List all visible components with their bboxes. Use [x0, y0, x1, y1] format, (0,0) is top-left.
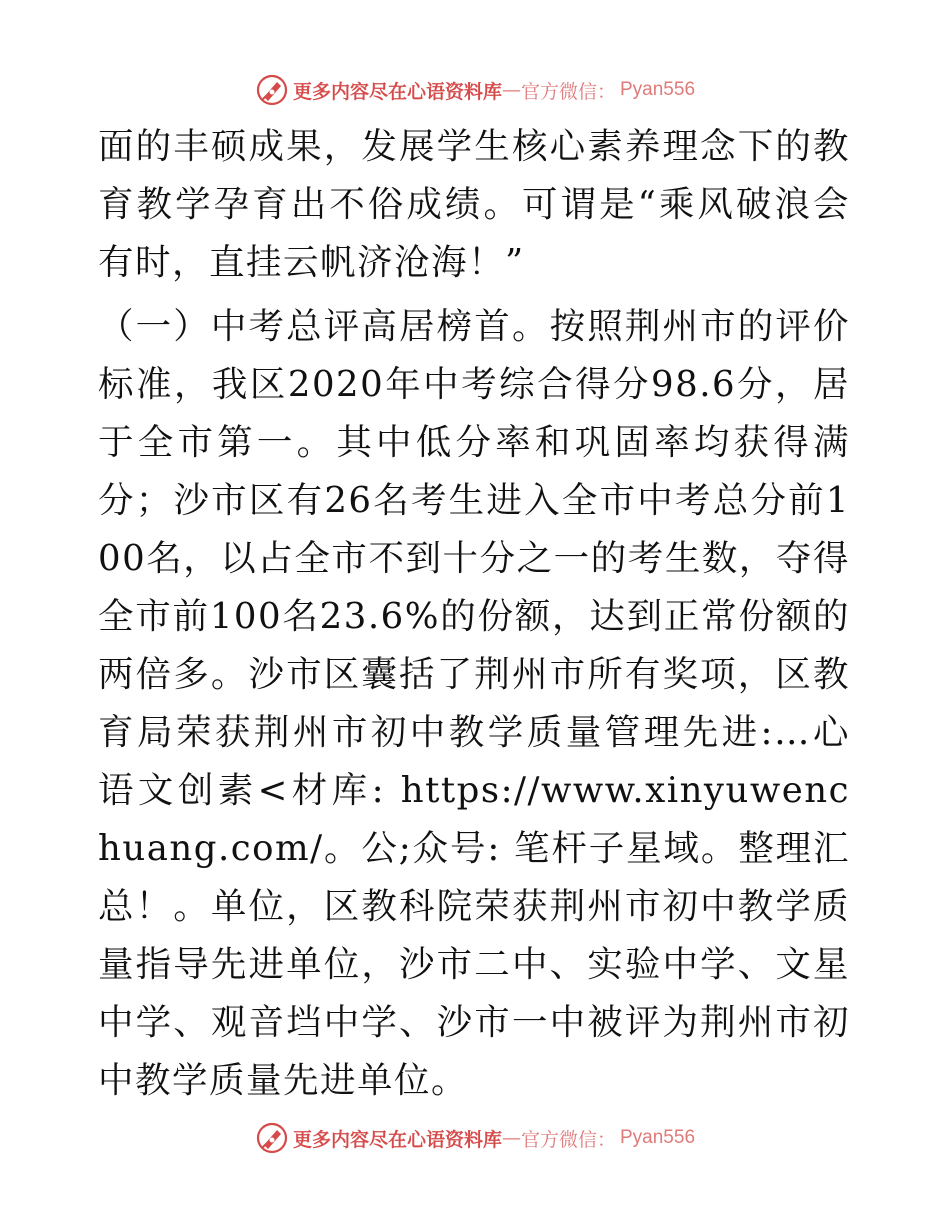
paragraph-2: （一）中考总评高居榜首。按照荆州市的评价标准，我区2020年中考综合得分98.6分，居于全市第一。其中低分率和巩固率均获得满分；沙市区有26名考生进入全市中考总分前100名，以占全市不到十分之一的考生数，夺得全市前100名23.6%的份额，达到正常份额的两倍多。沙市区囊括了荆州市所有奖项，区教育局荣获荆州市初中教学质量管理先进:…心语文创素<材库: https://www.xinyuwenchuang.com/。公;众号: 笔杆子星域。整理汇总！。单位，区教科院荣获荆州市初中教学质量指导先进单位，沙市二中、实验中学、文星中学、观音垱中学、沙市一中被评为荆州市初中教学质量先进单位。 [98, 306, 850, 1101]
banner-main-text: 更多内容尽在心语资料库 [292, 1128, 502, 1151]
banner-separator: — [501, 79, 521, 101]
banner-account-id: Pyan556 [620, 1127, 696, 1148]
banner-sub-text: 官方微信： [520, 1128, 616, 1151]
banner-footer [255, 1121, 695, 1155]
banner-separator: — [501, 1127, 521, 1149]
page-footer-banner [0, 1118, 950, 1158]
page-header-banner [0, 70, 950, 110]
paragraph-1: 面的丰硕成果，发展学生核心素养理念下的教育教学孕育出不俗成绩。可谓是“乘风破浪会有时，直挂云帆济沧海！” [98, 126, 850, 283]
pen-nib-logo-icon [255, 1121, 289, 1155]
pen-nib-logo-icon [255, 73, 289, 107]
banner-account-id: Pyan556 [620, 79, 696, 100]
document-body [98, 118, 850, 1110]
banner-main-text: 更多内容尽在心语资料库 [292, 80, 502, 103]
banner [255, 73, 695, 107]
banner-sub-text: 官方微信： [520, 80, 616, 103]
